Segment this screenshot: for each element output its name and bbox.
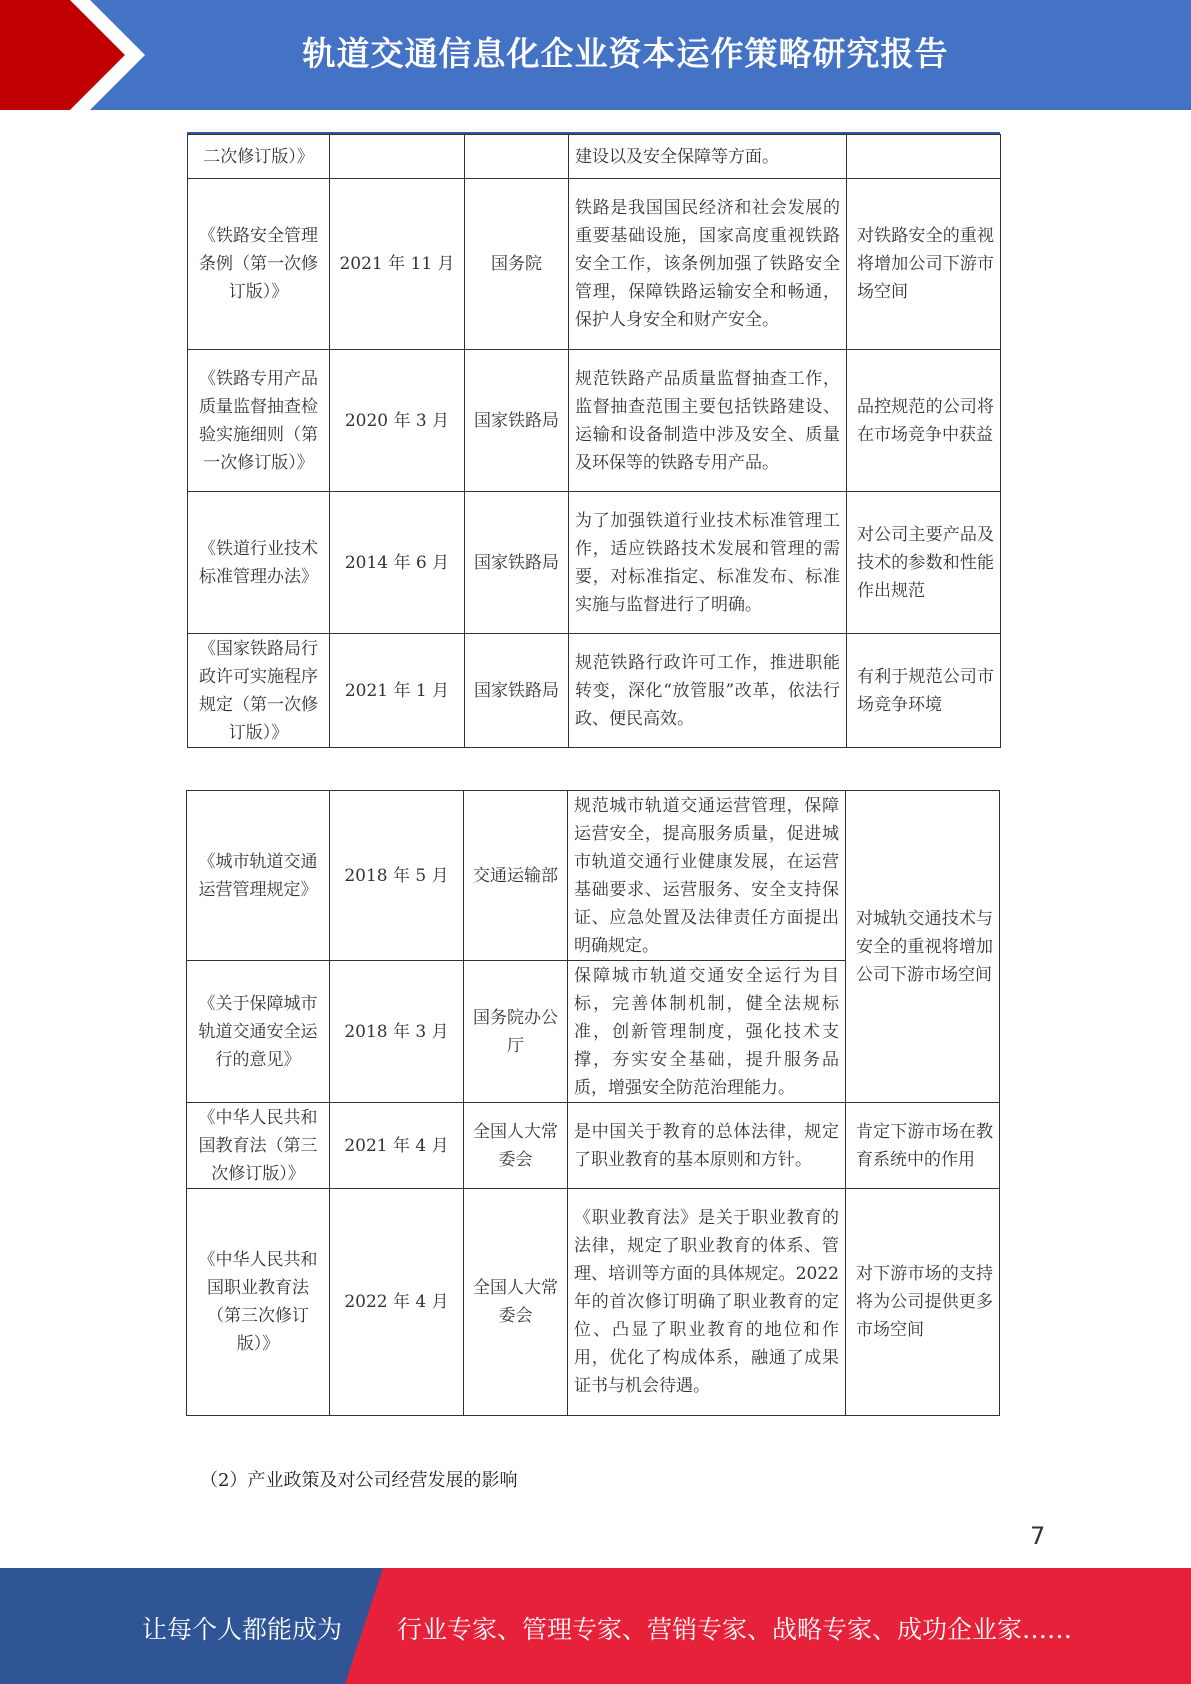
main-content: 铁路是我国国民经济和社会发展的重要基础设施，国家高度重视铁路安全工作，该条例加强了铁路安全管理，保障铁路运输安全和畅通，保护人身安全和财产安全。 — [569, 179, 847, 350]
issuing-body: 国家铁路局 — [465, 350, 569, 492]
issue-date: 2021 年 11 月 — [330, 179, 465, 350]
regulation-name: 《中华人民共和国职业教育法（第三次修订版）》 — [187, 1189, 330, 1416]
issuing-body: 交通运输部 — [464, 791, 568, 961]
main-content: 规范铁路产品质量监督抽查工作，监督抽查范围主要包括铁路建设、运输和设备制造中涉及安全、质量及环保等的铁路专用产品。 — [569, 350, 847, 492]
issue-date: 2020 年 3 月 — [330, 350, 465, 492]
main-content: 建设以及安全保障等方面。 — [569, 135, 847, 179]
footer-slogan: 让每个人都能成为 — [142, 1615, 343, 1644]
issuing-body: 全国人大常委会 — [464, 1103, 568, 1189]
page-header — [0, 0, 1191, 110]
issuing-body: 国家铁路局 — [465, 492, 569, 634]
issue-date: 2018 年 3 月 — [330, 961, 464, 1103]
section-heading: （2）产业政策及对公司经营发展的影响 — [200, 1470, 518, 1491]
table-row — [188, 634, 1001, 748]
page-number: 7 — [1030, 1522, 1046, 1550]
issuing-body — [465, 135, 569, 179]
regulation-name: 《国家铁路局行政许可实施程序规定（第一次修订版）》 — [188, 634, 330, 748]
impact-on-company: 有利于规范公司市场竞争环境 — [847, 634, 1001, 748]
issuing-body: 国务院办公厅 — [464, 961, 568, 1103]
issuing-body: 全国人大常委会 — [464, 1189, 568, 1416]
regulation-name: 《铁路专用产品质量监督抽查检验实施细则（第一次修订版）》 — [188, 350, 330, 492]
impact-on-company — [847, 135, 1001, 179]
table-row — [187, 1103, 1000, 1189]
table-row — [187, 1189, 1000, 1416]
regulation-name: 《中华人民共和国教育法（第三次修订版）》 — [187, 1103, 330, 1189]
footer-roles: 行业专家、管理专家、营销专家、战略专家、成功企业家…… — [397, 1615, 1073, 1644]
issue-date: 2021 年 4 月 — [330, 1103, 464, 1189]
main-content: 规范铁路行政许可工作，推进职能转变，深化“放管服”改革，依法行政、便民高效。 — [569, 634, 847, 748]
impact-on-company: 肯定下游市场在教育系统中的作用 — [846, 1103, 1000, 1189]
regulation-name: 《城市轨道交通运营管理规定》 — [187, 791, 330, 961]
table-row — [188, 179, 1001, 350]
issuing-body: 国家铁路局 — [465, 634, 569, 748]
issue-date: 2014 年 6 月 — [330, 492, 465, 634]
policy-table-2 — [186, 790, 1000, 1416]
regulation-name: 《铁道行业技术标准管理办法》 — [188, 492, 330, 634]
issue-date: 2021 年 1 月 — [330, 634, 465, 748]
regulation-name: 《关于保障城市轨道交通安全运行的意见》 — [187, 961, 330, 1103]
impact-on-company: 对下游市场的支持将为公司提供更多市场空间 — [846, 1189, 1000, 1416]
impact-on-company: 对公司主要产品及技术的参数和性能作出规范 — [847, 492, 1001, 634]
impact-on-company: 品控规范的公司将在市场竞争中获益 — [847, 350, 1001, 492]
main-content: 为了加强铁道行业技术标准管理工作，适应铁路技术发展和管理的需要，对标准指定、标准发布、标准实施与监督进行了明确。 — [569, 492, 847, 634]
issuing-body: 国务院 — [465, 179, 569, 350]
main-content: 规范城市轨道交通运营管理，保障运营安全，提高服务质量，促进城市轨道交通行业健康发展，在运营基础要求、运营服务、安全支持保证、应急处置及法律责任方面提出明确规定。 — [568, 791, 846, 961]
issue-date: 2022 年 4 月 — [330, 1189, 464, 1416]
main-content: 是中国关于教育的总体法律，规定了职业教育的基本原则和方针。 — [568, 1103, 846, 1189]
issue-date: 2018 年 5 月 — [330, 791, 464, 961]
issue-date — [330, 135, 465, 179]
main-content: 《职业教育法》是关于职业教育的法律，规定了职业教育的体系、管理、培训等方面的具体规定。2022 年的首次修订明确了职业教育的定位、凸显了职业教育的地位和作用，优化了构成体系，融通了成果证书与机会待遇。 — [568, 1189, 846, 1416]
impact-on-company: 对铁路安全的重视将增加公司下游市场空间 — [847, 179, 1001, 350]
report-title: 轨道交通信息化企业资本运作策略研究报告 — [302, 34, 949, 73]
regulation-name: 二次修订版）》 — [188, 135, 330, 179]
regulation-name: 《铁路安全管理条例（第一次修订版）》 — [188, 179, 330, 350]
policy-table-1 — [187, 134, 1001, 748]
table-row — [187, 791, 1000, 961]
main-content: 保障城市轨道交通安全运行为目标，完善体制机制，健全法规标准，创新管理制度，强化技术支撑，夯实安全基础，提升服务品质，增强安全防范治理能力。 — [568, 961, 846, 1103]
impact-on-company: 对城轨交通技术与安全的重视将增加公司下游市场空间 — [846, 791, 1000, 1103]
table-row — [188, 135, 1001, 179]
table-row — [188, 350, 1001, 492]
table-row — [188, 492, 1001, 634]
